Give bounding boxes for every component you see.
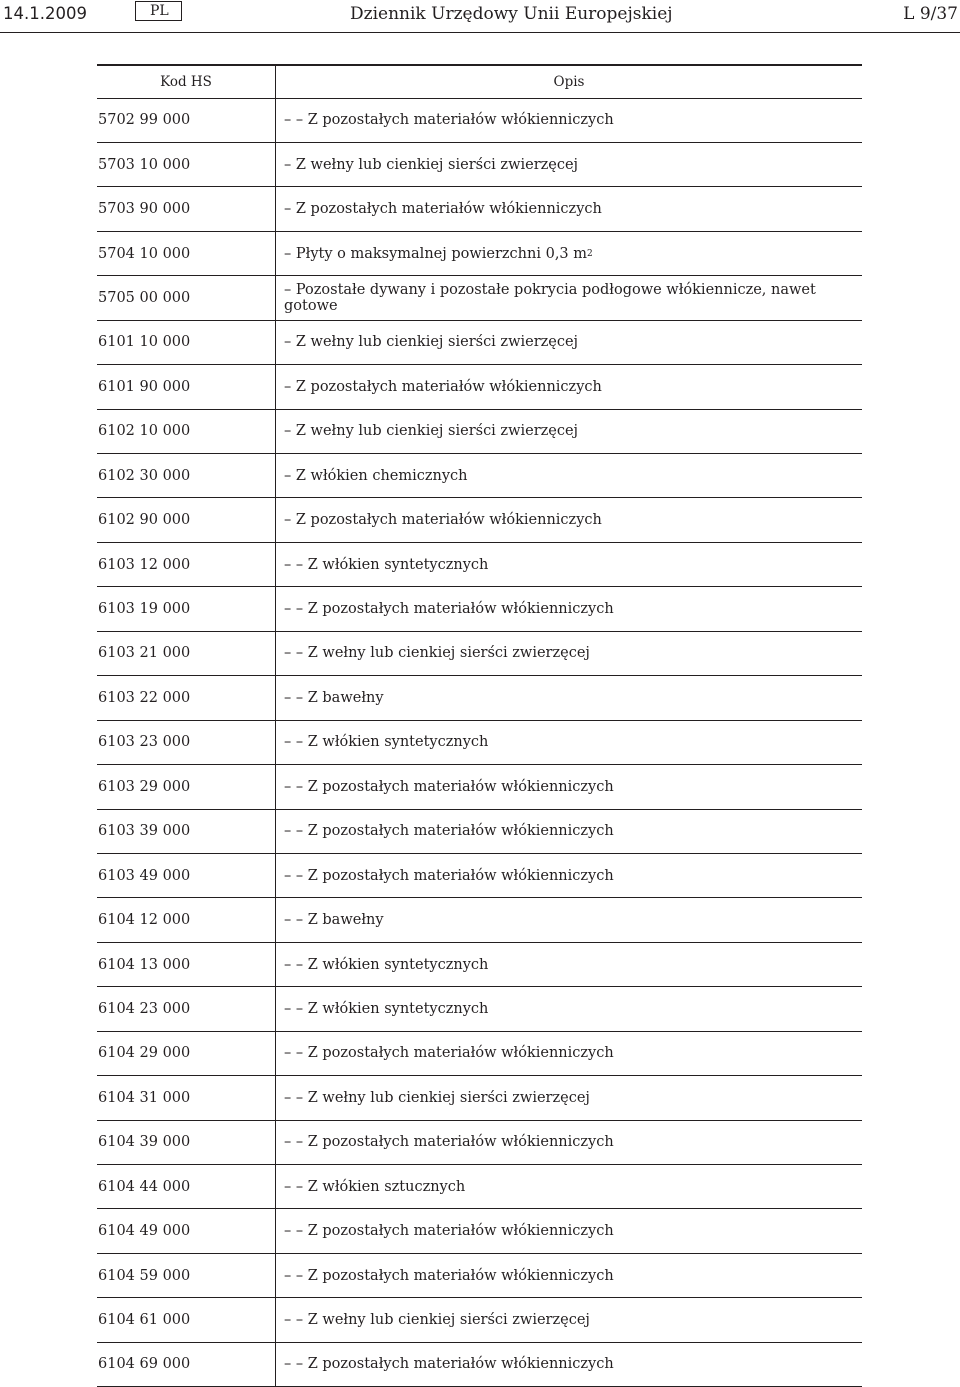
description-cell — [276, 1076, 862, 1119]
table-row — [97, 1032, 862, 1076]
description-cell — [276, 1209, 862, 1252]
hs-code-cell: 6101 10 000 — [97, 321, 276, 364]
description-cell — [276, 587, 862, 630]
table-row — [97, 365, 862, 409]
header-divider — [0, 32, 960, 33]
table-row — [97, 321, 862, 365]
table-row — [97, 721, 862, 765]
table-row — [97, 454, 862, 498]
hs-code-cell: 6104 44 000 — [97, 1165, 276, 1208]
description-cell — [276, 365, 862, 408]
description-text: – – Z pozostałych materiałów włókienniczych — [284, 1134, 614, 1150]
table-row — [97, 276, 862, 320]
hs-code-cell: 6104 49 000 — [97, 1209, 276, 1252]
description-cell — [276, 721, 862, 764]
description-text: – – Z bawełny — [284, 912, 384, 928]
hs-code-cell: 6103 12 000 — [97, 543, 276, 586]
table-row — [97, 1121, 862, 1165]
table-row — [97, 1298, 862, 1342]
description-cell — [276, 543, 862, 586]
table-row — [97, 543, 862, 587]
description-text: – Z wełny lub cienkiej sierści zwierzęcej — [284, 157, 578, 173]
description-cell — [276, 1343, 862, 1386]
description-text: – – Z wełny lub cienkiej sierści zwierzęcej — [284, 1090, 590, 1106]
description-cell — [276, 321, 862, 364]
description-text: – – Z włókien syntetycznych — [284, 557, 488, 573]
table-row — [97, 943, 862, 987]
description-cell — [276, 632, 862, 675]
table-row — [97, 632, 862, 676]
description-text: – – Z pozostałych materiałów włókienniczych — [284, 779, 614, 795]
description-cell — [276, 454, 862, 497]
table-body — [97, 99, 862, 1387]
description-cell — [276, 1254, 862, 1297]
table-row — [97, 410, 862, 454]
hs-code-cell: 6102 30 000 — [97, 454, 276, 497]
table-row — [97, 1076, 862, 1120]
description-cell — [276, 765, 862, 808]
description-cell — [276, 898, 862, 941]
description-text: – – Z pozostałych materiałów włókienniczych — [284, 601, 614, 617]
description-text: – – Z wełny lub cienkiej sierści zwierzęcej — [284, 645, 590, 661]
description-cell — [276, 676, 862, 719]
hs-code-cell: 6104 23 000 — [97, 987, 276, 1030]
description-text: – Z pozostałych materiałów włókienniczych — [284, 512, 602, 528]
description-text: – Z wełny lub cienkiej sierści zwierzęcej — [284, 334, 578, 350]
hs-code-cell: 6103 49 000 — [97, 854, 276, 897]
table-row — [97, 1343, 862, 1387]
description-cell — [276, 810, 862, 853]
hs-code-cell: 5702 99 000 — [97, 99, 276, 142]
hs-code-cell: 6104 13 000 — [97, 943, 276, 986]
description-text: – – Z pozostałych materiałów włókienniczych — [284, 112, 614, 128]
hs-code-cell: 6101 90 000 — [97, 365, 276, 408]
hs-code-cell: 6102 10 000 — [97, 410, 276, 453]
description-text: – Z pozostałych materiałów włókienniczych — [284, 201, 602, 217]
description-cell — [276, 99, 862, 142]
hs-code-cell: 6103 39 000 — [97, 810, 276, 853]
description-cell — [276, 1298, 862, 1341]
hs-code-cell: 6102 90 000 — [97, 498, 276, 541]
description-cell — [276, 410, 862, 453]
table-row — [97, 498, 862, 542]
description-cell — [276, 943, 862, 986]
hs-code-cell: 6104 59 000 — [97, 1254, 276, 1297]
column-header-code: Kod HS — [97, 66, 276, 98]
description-cell — [276, 854, 862, 897]
hs-code-cell: 6103 21 000 — [97, 632, 276, 675]
table-row — [97, 987, 862, 1031]
table-row — [97, 854, 862, 898]
table-row — [97, 898, 862, 942]
description-text: – – Z bawełny — [284, 690, 384, 706]
hs-code-cell: 6104 69 000 — [97, 1343, 276, 1386]
description-cell — [276, 1032, 862, 1075]
hs-code-cell: 5703 10 000 — [97, 143, 276, 186]
description-cell — [276, 187, 862, 230]
publication-date: 14.1.2009 — [3, 4, 87, 23]
hs-code-cell: 5703 90 000 — [97, 187, 276, 230]
table-row — [97, 143, 862, 187]
hs-code-cell: 6104 61 000 — [97, 1298, 276, 1341]
table-row — [97, 765, 862, 809]
description-text: – – Z pozostałych materiałów włókienniczych — [284, 1223, 614, 1239]
hs-code-cell: 6104 12 000 — [97, 898, 276, 941]
table-row — [97, 232, 862, 276]
page-reference: L 9/37 — [903, 4, 958, 24]
hs-code-cell: 5705 00 000 — [97, 276, 276, 319]
journal-title: Dziennik Urzędowy Unii Europejskiej — [350, 4, 673, 24]
description-text: – – Z włókien syntetycznych — [284, 734, 488, 750]
description-text: – – Z włókien syntetycznych — [284, 957, 488, 973]
page-header — [0, 0, 960, 28]
description-text: – – Z wełny lub cienkiej sierści zwierzęcej — [284, 1312, 590, 1328]
description-text: – – Z pozostałych materiałów włókienniczych — [284, 823, 614, 839]
description-text: – – Z pozostałych materiałów włókienniczych — [284, 1268, 614, 1284]
column-header-description: Opis — [276, 66, 862, 98]
description-cell — [276, 143, 862, 186]
hs-code-cell: 6103 22 000 — [97, 676, 276, 719]
description-cell — [276, 1121, 862, 1164]
table-row — [97, 1209, 862, 1253]
description-cell — [276, 276, 862, 319]
hs-code-cell: 6104 31 000 — [97, 1076, 276, 1119]
description-text: – – Z pozostałych materiałów włókienniczych — [284, 1356, 614, 1372]
table-header-row — [97, 66, 862, 99]
hs-code-cell: 6104 39 000 — [97, 1121, 276, 1164]
table-row — [97, 587, 862, 631]
description-cell — [276, 232, 862, 275]
description-text: – – Z pozostałych materiałów włókienniczych — [284, 1045, 614, 1061]
description-text: – Pozostałe dywany i pozostałe pokrycia podłogowe włókiennicze, nawet gotowe — [284, 282, 862, 314]
description-cell — [276, 987, 862, 1030]
table-row — [97, 1165, 862, 1209]
language-badge: PL — [135, 1, 182, 21]
description-cell — [276, 1165, 862, 1208]
hs-code-table — [97, 64, 862, 1387]
description-text: – Z wełny lub cienkiej sierści zwierzęcej — [284, 423, 578, 439]
description-text: – – Z włókien syntetycznych — [284, 1001, 488, 1017]
table-row — [97, 1254, 862, 1298]
hs-code-cell: 6104 29 000 — [97, 1032, 276, 1075]
description-text: – Z pozostałych materiałów włókienniczych — [284, 379, 602, 395]
table-row — [97, 810, 862, 854]
description-text: – Z włókien chemicznych — [284, 468, 468, 484]
description-cell — [276, 498, 862, 541]
superscript-exponent: 2 — [587, 249, 593, 259]
table-row — [97, 187, 862, 231]
description-text: – – Z pozostałych materiałów włókienniczych — [284, 868, 614, 884]
description-text: – Płyty o maksymalnej powierzchni 0,3 m — [284, 246, 587, 262]
hs-code-cell: 6103 23 000 — [97, 721, 276, 764]
hs-code-cell: 6103 29 000 — [97, 765, 276, 808]
description-text: – – Z włókien sztucznych — [284, 1179, 465, 1195]
hs-code-cell: 6103 19 000 — [97, 587, 276, 630]
hs-code-cell: 5704 10 000 — [97, 232, 276, 275]
table-row — [97, 676, 862, 720]
table-row — [97, 99, 862, 143]
